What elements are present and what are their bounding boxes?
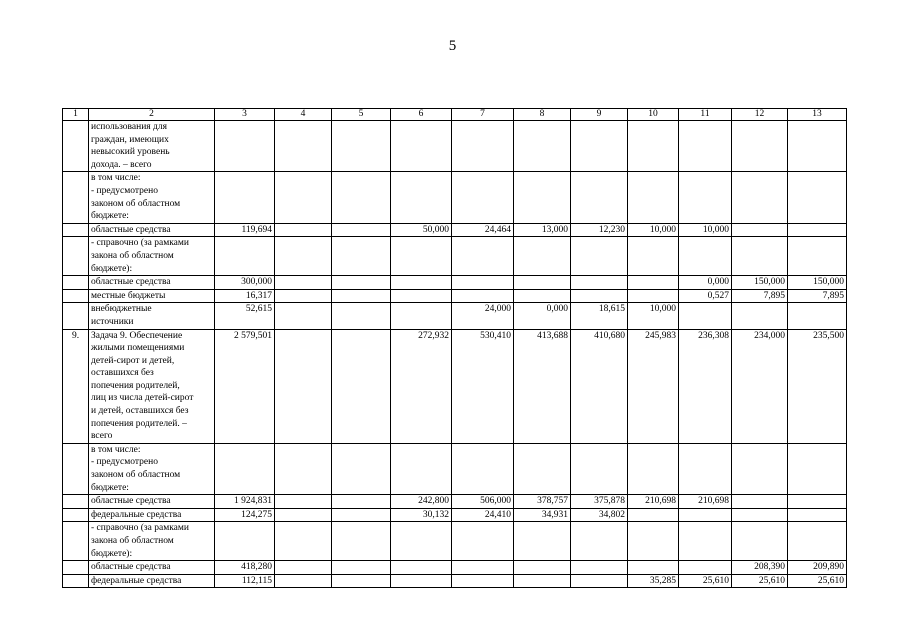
value-cell-col-12: 234,000 [732, 329, 788, 443]
value-cell-col-12 [732, 495, 788, 509]
value-cell-col-8 [514, 289, 571, 303]
value-cell-col-6 [391, 289, 452, 303]
value-cell-col-4 [275, 508, 332, 522]
value-cell-col-5 [332, 329, 391, 443]
value-cell-col-5 [332, 495, 391, 509]
value-cell-col-11 [679, 508, 732, 522]
value-cell-col-8 [514, 237, 571, 276]
value-cell-col-7 [452, 121, 514, 172]
row-description-cell: федеральные средства [89, 508, 215, 522]
value-cell-col-9 [571, 522, 628, 561]
value-cell-col-6: 30,132 [391, 508, 452, 522]
value-cell-col-3: 2 579,501 [215, 329, 275, 443]
table-row [63, 508, 847, 522]
value-cell-col-5 [332, 508, 391, 522]
row-number-cell [63, 574, 89, 588]
value-cell-col-13 [788, 443, 847, 494]
value-cell-col-7 [452, 574, 514, 588]
value-cell-col-7 [452, 561, 514, 575]
value-cell-col-3: 112,115 [215, 574, 275, 588]
value-cell-col-3: 300,000 [215, 276, 275, 290]
table-row [63, 276, 847, 290]
column-header-6: 6 [391, 109, 452, 121]
value-cell-col-11: 25,610 [679, 574, 732, 588]
column-header-3: 3 [215, 109, 275, 121]
value-cell-col-4 [275, 303, 332, 329]
value-cell-col-3 [215, 172, 275, 223]
value-cell-col-11: 210,698 [679, 495, 732, 509]
value-cell-col-3: 418,280 [215, 561, 275, 575]
value-cell-col-10 [628, 508, 679, 522]
value-cell-col-12: 25,610 [732, 574, 788, 588]
row-description-cell: в том числе: - предусмотрено законом об областном бюджете: [89, 443, 215, 494]
value-cell-col-10 [628, 443, 679, 494]
value-cell-col-11: 0,527 [679, 289, 732, 303]
table-row [63, 172, 847, 223]
row-description-cell: внебюджетные источники [89, 303, 215, 329]
table-row [63, 121, 847, 172]
row-number-cell [63, 522, 89, 561]
value-cell-col-5 [332, 289, 391, 303]
value-cell-col-6 [391, 561, 452, 575]
value-cell-col-12: 150,000 [732, 276, 788, 290]
value-cell-col-13 [788, 303, 847, 329]
value-cell-col-4 [275, 495, 332, 509]
row-number-cell: 9. [63, 329, 89, 443]
column-header-10: 10 [628, 109, 679, 121]
row-description-cell: федеральные средства [89, 574, 215, 588]
column-header-13: 13 [788, 109, 847, 121]
value-cell-col-8: 34,931 [514, 508, 571, 522]
value-cell-col-10 [628, 289, 679, 303]
value-cell-col-9: 34,802 [571, 508, 628, 522]
table-row [63, 522, 847, 561]
value-cell-col-9: 410,680 [571, 329, 628, 443]
value-cell-col-9 [571, 276, 628, 290]
value-cell-col-5 [332, 276, 391, 290]
value-cell-col-5 [332, 237, 391, 276]
value-cell-col-12 [732, 172, 788, 223]
value-cell-col-10 [628, 237, 679, 276]
row-description-cell: Задача 9. Обеспечение жилыми помещениями детей-сирот и детей, оставшихся без попечения родителей, лиц из числа детей-сирот и детей, оставшихся без попечения родителей. – всего [89, 329, 215, 443]
value-cell-col-11 [679, 443, 732, 494]
value-cell-col-5 [332, 303, 391, 329]
value-cell-col-6: 272,932 [391, 329, 452, 443]
value-cell-col-13 [788, 172, 847, 223]
row-number-cell [63, 443, 89, 494]
value-cell-col-13: 209,890 [788, 561, 847, 575]
value-cell-col-5 [332, 223, 391, 237]
value-cell-col-8 [514, 574, 571, 588]
row-number-cell [63, 223, 89, 237]
value-cell-col-5 [332, 522, 391, 561]
value-cell-col-6 [391, 276, 452, 290]
column-header-11: 11 [679, 109, 732, 121]
value-cell-col-8 [514, 276, 571, 290]
value-cell-col-4 [275, 561, 332, 575]
row-description-cell: областные средства [89, 495, 215, 509]
table-row [63, 289, 847, 303]
value-cell-col-9 [571, 172, 628, 223]
value-cell-col-12: 208,390 [732, 561, 788, 575]
value-cell-col-12 [732, 508, 788, 522]
value-cell-col-6 [391, 237, 452, 276]
column-header-5: 5 [332, 109, 391, 121]
value-cell-col-7 [452, 172, 514, 223]
table-row [63, 574, 847, 588]
value-cell-col-11: 0,000 [679, 276, 732, 290]
value-cell-col-10 [628, 522, 679, 561]
value-cell-col-11 [679, 561, 732, 575]
value-cell-col-4 [275, 172, 332, 223]
value-cell-col-6 [391, 172, 452, 223]
value-cell-col-9: 375,878 [571, 495, 628, 509]
value-cell-col-10: 245,983 [628, 329, 679, 443]
value-cell-col-7 [452, 289, 514, 303]
table-row [63, 223, 847, 237]
value-cell-col-9 [571, 289, 628, 303]
row-number-cell [63, 495, 89, 509]
value-cell-col-7: 24,464 [452, 223, 514, 237]
page-number: 5 [448, 38, 457, 54]
row-number-cell [63, 508, 89, 522]
value-cell-col-5 [332, 574, 391, 588]
value-cell-col-13: 235,500 [788, 329, 847, 443]
table-row [63, 495, 847, 509]
row-description-cell: использования для граждан, имеющих невысокий уровень дохода. – всего [89, 121, 215, 172]
value-cell-col-11: 236,308 [679, 329, 732, 443]
column-header-9: 9 [571, 109, 628, 121]
row-description-cell: областные средства [89, 276, 215, 290]
column-header-8: 8 [514, 109, 571, 121]
value-cell-col-11 [679, 522, 732, 561]
value-cell-col-6 [391, 121, 452, 172]
table-row [63, 303, 847, 329]
value-cell-col-4 [275, 223, 332, 237]
value-cell-col-9 [571, 121, 628, 172]
value-cell-col-12 [732, 121, 788, 172]
value-cell-col-13 [788, 495, 847, 509]
value-cell-col-12 [732, 443, 788, 494]
value-cell-col-12 [732, 303, 788, 329]
column-header-4: 4 [275, 109, 332, 121]
value-cell-col-13: 7,895 [788, 289, 847, 303]
value-cell-col-13 [788, 121, 847, 172]
value-cell-col-9 [571, 574, 628, 588]
value-cell-col-13 [788, 522, 847, 561]
row-description-cell: - справочно (за рамками закона об областном бюджете): [89, 237, 215, 276]
row-number-cell [63, 561, 89, 575]
value-cell-col-8 [514, 121, 571, 172]
value-cell-col-10 [628, 172, 679, 223]
value-cell-col-12: 7,895 [732, 289, 788, 303]
value-cell-col-3: 124,275 [215, 508, 275, 522]
row-number-cell [63, 276, 89, 290]
value-cell-col-8: 0,000 [514, 303, 571, 329]
value-cell-col-3 [215, 121, 275, 172]
value-cell-col-9 [571, 561, 628, 575]
value-cell-col-10 [628, 561, 679, 575]
value-cell-col-8: 413,688 [514, 329, 571, 443]
value-cell-col-5 [332, 172, 391, 223]
row-description-cell: - справочно (за рамками закона об областном бюджете): [89, 522, 215, 561]
row-number-cell [63, 172, 89, 223]
value-cell-col-10: 10,000 [628, 303, 679, 329]
row-description-cell: областные средства [89, 561, 215, 575]
value-cell-col-6 [391, 574, 452, 588]
row-description-cell: в том числе: - предусмотрено законом об областном бюджете: [89, 172, 215, 223]
value-cell-col-13 [788, 237, 847, 276]
value-cell-col-7 [452, 522, 514, 561]
value-cell-col-9: 12,230 [571, 223, 628, 237]
value-cell-col-13: 150,000 [788, 276, 847, 290]
row-number-cell [63, 289, 89, 303]
value-cell-col-4 [275, 237, 332, 276]
value-cell-col-4 [275, 276, 332, 290]
value-cell-col-9: 18,615 [571, 303, 628, 329]
value-cell-col-3: 119,694 [215, 223, 275, 237]
value-cell-col-6: 242,800 [391, 495, 452, 509]
value-cell-col-3: 16,317 [215, 289, 275, 303]
table-row [63, 443, 847, 494]
row-description-cell: местные бюджеты [89, 289, 215, 303]
value-cell-col-7 [452, 443, 514, 494]
column-header-7: 7 [452, 109, 514, 121]
value-cell-col-13 [788, 223, 847, 237]
value-cell-col-3: 1 924,831 [215, 495, 275, 509]
value-cell-col-11 [679, 172, 732, 223]
value-cell-col-11: 10,000 [679, 223, 732, 237]
value-cell-col-13 [788, 508, 847, 522]
value-cell-col-10: 210,698 [628, 495, 679, 509]
value-cell-col-4 [275, 329, 332, 443]
value-cell-col-7: 24,410 [452, 508, 514, 522]
value-cell-col-7 [452, 276, 514, 290]
value-cell-col-6 [391, 443, 452, 494]
value-cell-col-8 [514, 522, 571, 561]
value-cell-col-10 [628, 121, 679, 172]
value-cell-col-4 [275, 522, 332, 561]
table-body [63, 121, 847, 588]
value-cell-col-5 [332, 561, 391, 575]
value-cell-col-4 [275, 574, 332, 588]
value-cell-col-10: 10,000 [628, 223, 679, 237]
value-cell-col-6 [391, 303, 452, 329]
column-number-header-row [63, 109, 847, 121]
value-cell-col-7: 24,000 [452, 303, 514, 329]
row-description-cell: областные средства [89, 223, 215, 237]
row-number-cell [63, 237, 89, 276]
value-cell-col-7: 506,000 [452, 495, 514, 509]
value-cell-col-9 [571, 237, 628, 276]
budget-table [62, 108, 847, 588]
column-header-2: 2 [89, 109, 215, 121]
value-cell-col-3 [215, 522, 275, 561]
value-cell-col-4 [275, 121, 332, 172]
value-cell-col-12 [732, 522, 788, 561]
column-header-12: 12 [732, 109, 788, 121]
value-cell-col-8: 378,757 [514, 495, 571, 509]
value-cell-col-3 [215, 237, 275, 276]
value-cell-col-4 [275, 289, 332, 303]
value-cell-col-6 [391, 522, 452, 561]
row-number-cell [63, 121, 89, 172]
value-cell-col-11 [679, 303, 732, 329]
value-cell-col-11 [679, 121, 732, 172]
value-cell-col-3: 52,615 [215, 303, 275, 329]
value-cell-col-8: 13,000 [514, 223, 571, 237]
value-cell-col-12 [732, 223, 788, 237]
value-cell-col-9 [571, 443, 628, 494]
value-cell-col-7: 530,410 [452, 329, 514, 443]
value-cell-col-8 [514, 561, 571, 575]
table-row [63, 329, 847, 443]
value-cell-col-10 [628, 276, 679, 290]
table-row [63, 237, 847, 276]
value-cell-col-11 [679, 237, 732, 276]
value-cell-col-10: 35,285 [628, 574, 679, 588]
value-cell-col-5 [332, 443, 391, 494]
value-cell-col-5 [332, 121, 391, 172]
column-header-1: 1 [63, 109, 89, 121]
row-number-cell [63, 303, 89, 329]
value-cell-col-8 [514, 172, 571, 223]
value-cell-col-8 [514, 443, 571, 494]
value-cell-col-6: 50,000 [391, 223, 452, 237]
value-cell-col-3 [215, 443, 275, 494]
table-row [63, 561, 847, 575]
value-cell-col-13: 25,610 [788, 574, 847, 588]
value-cell-col-4 [275, 443, 332, 494]
value-cell-col-7 [452, 237, 514, 276]
value-cell-col-12 [732, 237, 788, 276]
